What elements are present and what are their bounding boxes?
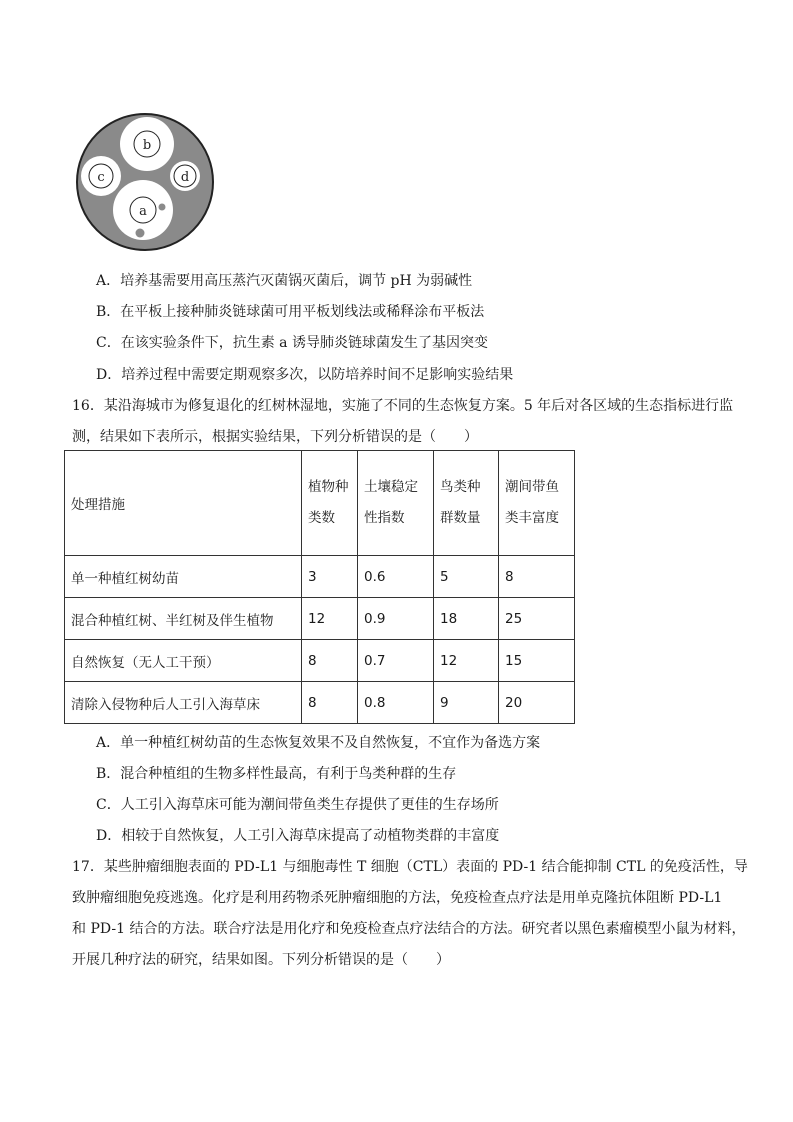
table-row [65, 640, 575, 682]
table-cell: 0.9 [358, 598, 434, 640]
petri-dish-figure [74, 112, 216, 252]
table-cell: 0.6 [358, 556, 434, 598]
disk-label-c: c [97, 170, 105, 185]
q16-stem-line-1: 16．某沿海城市为修复退化的红树林湿地，实施了不同的生态恢复方案。5 年后对各区域的生态指标进行监 [72, 398, 734, 414]
table-cell: 8 [499, 556, 575, 598]
table-cell: 15 [499, 640, 575, 682]
q15-option-c: C．在该实验条件下，抗生素 a 诱导肺炎链球菌发生了基因突变 [96, 335, 488, 351]
q16-data-table [64, 450, 575, 724]
table-cell: 18 [434, 598, 499, 640]
table-cell: 12 [302, 598, 358, 640]
header-bird-population: 鸟类种群数量 [440, 479, 481, 526]
table-cell: 8 [302, 640, 358, 682]
table-row [65, 556, 575, 598]
disk-label-b: b [142, 138, 152, 153]
header-fish-richness: 潮间带鱼类丰富度 [505, 479, 559, 526]
q16-option-a: A．单一种植红树幼苗的生态恢复效果不及自然恢复，不宜作为备选方案 [96, 735, 541, 751]
table-header-cell [302, 451, 358, 556]
table-cell: 混合种植红树、半红树及伴生植物 [65, 598, 302, 640]
table-header-cell [65, 451, 302, 556]
table-row [65, 682, 575, 724]
table-cell: 0.7 [358, 640, 434, 682]
q15-option-a: A．培养基需要用高压蒸汽灭菌锅灭菌后，调节 pH 为弱碱性 [96, 273, 473, 289]
q16-stem-line-2: 测，结果如下表所示，根据实验结果，下列分析错误的是（ ） [72, 429, 478, 445]
q15-option-b: B．在平板上接种肺炎链球菌可用平板划线法或稀释涂布平板法 [96, 304, 485, 320]
q17-stem-line-1: 17．某些肿瘤细胞表面的 PD-L1 与细胞毒性 T 细胞（CTL）表面的 PD-1 结合能抑制 CTL 的免疫活性，导 [72, 859, 748, 875]
resistant-colony-2 [136, 229, 145, 238]
q15-option-d: D．培养过程中需要定期观察多次，以防培养时间不足影响实验结果 [96, 367, 514, 383]
q16-option-b: B．混合种植组的生物多样性最高，有利于鸟类种群的生存 [96, 766, 457, 782]
q17-stem-line-2: 致肿瘤细胞免疫逃逸。化疗是利用药物杀死肿瘤细胞的方法，免疫检查点疗法是用单克隆抗体阻断 PD-L1 [72, 890, 723, 906]
table-cell: 自然恢复（无人工干预） [65, 640, 302, 682]
disk-label-d: d [180, 170, 190, 185]
table-cell: 单一种植红树幼苗 [65, 556, 302, 598]
header-plant-species: 植物种类数 [308, 479, 349, 526]
table-header-cell [434, 451, 499, 556]
header-treatment: 处理措施 [71, 497, 125, 513]
q17-stem-line-3: 和 PD-1 结合的方法。联合疗法是用化疗和免疫检查点疗法结合的方法。研究者以黑色素瘤模型小鼠为材料， [72, 921, 746, 937]
table-header-cell [358, 451, 434, 556]
table-header-cell [499, 451, 575, 556]
q16-option-c: C．人工引入海草床可能为潮间带鱼类生存提供了更佳的生存场所 [96, 797, 499, 813]
table-row [65, 598, 575, 640]
table-header-row [65, 451, 575, 556]
table-cell: 0.8 [358, 682, 434, 724]
header-soil-stability: 土壤稳定性指数 [364, 479, 418, 526]
table-cell: 3 [302, 556, 358, 598]
table-cell: 25 [499, 598, 575, 640]
disk-label-a: a [139, 204, 147, 219]
table-cell: 9 [434, 682, 499, 724]
q16-option-d: D．相较于自然恢复，人工引入海草床提高了动植物类群的丰富度 [96, 828, 500, 844]
table-cell: 5 [434, 556, 499, 598]
table-cell: 清除入侵物种后人工引入海草床 [65, 682, 302, 724]
table-cell: 20 [499, 682, 575, 724]
table-cell: 12 [434, 640, 499, 682]
resistant-colony-1 [159, 204, 166, 211]
q17-stem-line-4: 开展几种疗法的研究，结果如图。下列分析错误的是（ ） [72, 952, 450, 968]
table-cell: 8 [302, 682, 358, 724]
